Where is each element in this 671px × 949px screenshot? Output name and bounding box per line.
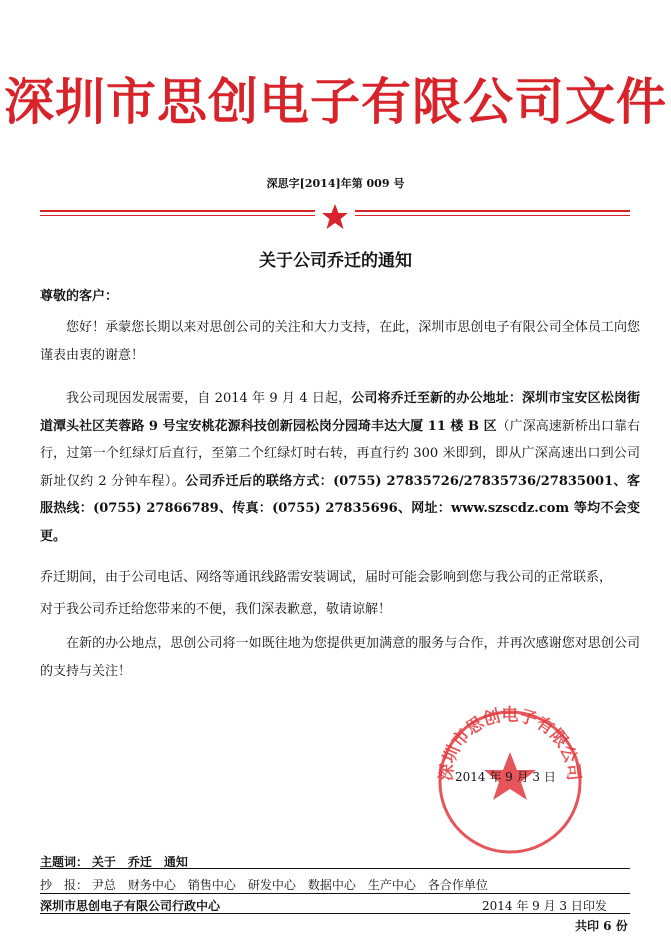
- paragraph-interruption-line2: 对于我公司乔迁给您带来的不便，我们深表歉意，敬请谅解！: [40, 602, 392, 617]
- paragraph-relocation: [40, 385, 640, 550]
- header-divider-right-bottom: [355, 215, 630, 216]
- contact-info-text: 公司乔迁后的联络方式：(0755) 27835726/27835736/27835001、客服热线：(0755) 27866789、传真：(0755) 27835696、网址：www.szscdz.com 等均不会变更。: [40, 473, 640, 544]
- document-number: 深思字[2014]年第 009 号: [266, 177, 405, 190]
- stamp-date: 2014 年 9 月 3 日: [455, 770, 556, 784]
- footer-rule-bottom: [40, 913, 630, 914]
- keywords-value: 关于 乔迁 通知: [91, 855, 188, 869]
- header-divider-right-top: [355, 210, 630, 212]
- header-star-icon: [320, 202, 350, 232]
- directions-text: （广深高速新桥出口靠右行，过第一个红绿灯后直行，至第二个红绿灯时右转，再直行约 300 米即到，即从广深高速出口到公司新址仅约 2 分钟车程）。: [40, 418, 640, 489]
- new-address-text: 公司将乔迁至新的办公地址：深圳市宝安区松岗街道潭头社区芙蓉路 9 号宝安桃花源科技创新园松岗分园琦丰达大厦 11 楼 B 区: [40, 391, 640, 434]
- notice-title: 关于公司乔迁的通知: [259, 251, 412, 271]
- document-title: 深圳市思创电子有限公司文件: [4, 72, 667, 131]
- svg-text:深圳市思创电子有限公司: 深圳市思创电子有限公司: [436, 705, 584, 782]
- print-date: 2014 年 9 月 3 日印发: [482, 899, 607, 913]
- header-divider-left-bottom: [40, 215, 315, 216]
- salutation: 尊敬的客户：: [40, 289, 119, 304]
- cc-label: 抄 报：: [40, 878, 89, 892]
- footer-rule-middle: [40, 893, 630, 894]
- cc-value: 尹总 财务中心 销售中心 研发中心 数据中心 生产中心 各合作单位: [91, 878, 488, 892]
- paragraph-closing: 在新的办公地点，思创公司将一如既往地为您提供更加满意的服务与合作，并再次感谢您对思创公司的支持与关注！: [40, 636, 640, 679]
- issuer: 深圳市思创电子有限公司行政中心: [40, 899, 221, 913]
- paragraph-interruption-line1: 乔迁期间，由于公司电话、网络等通讯线路需安装调试，届时可能会影响到您与我公司的正常联系，: [40, 570, 613, 585]
- header-divider-left-top: [40, 210, 315, 212]
- relocation-date-text: 我公司现因发展需要，自 2014 年 9 月 4 日起，: [66, 391, 352, 406]
- keywords-label: 主题词：: [40, 855, 89, 869]
- keywords-row: [40, 853, 188, 870]
- cc-row: [40, 876, 488, 893]
- paragraph-greeting: 您好！承蒙您长期以来对思创公司的关注和大力支持，在此，深圳市思创电子有限公司全体员工向您谨表由衷的谢意！: [40, 320, 640, 363]
- copies-count: 共印 6 份: [575, 919, 628, 933]
